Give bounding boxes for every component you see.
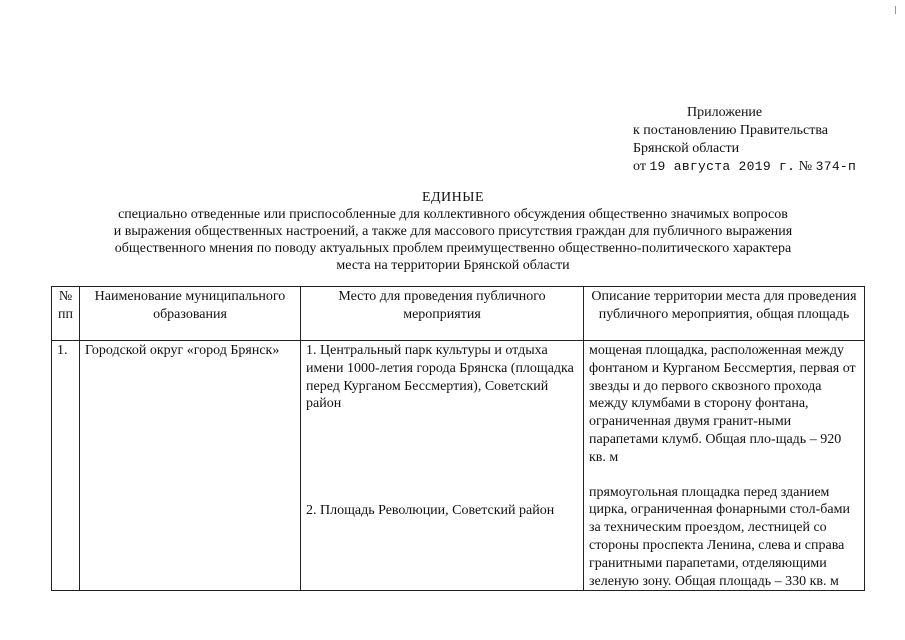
table-header-row [52,287,865,341]
decree-number: 374-п [815,159,857,174]
header-number-sign: № [58,289,73,304]
place-1: 1. Центральный парк культуры и отдыха имени 1000-летия города Брянска (площадка перед Курганом Бессмертия), Советский район [306,343,574,412]
description-2: прямоугольная площадка перед зданием цирка, ограниченная фонарными стол-бами за техническим проездом, лестницей со стороны проспекта Ленина, слева и справа гранитными парапетами, отделяющими зеленую зону. Общая площадь – 330 кв. м [589,484,850,589]
row-number: 1. [52,341,80,591]
appendix-block [633,104,856,176]
places-table [51,286,865,591]
row-places [301,341,584,591]
date-prefix: от [633,159,646,174]
description-1: мощеная площадка, расположенная между фонтаном и Курганом Бессмертия, первая от звезды и до первого сквозного прохода между клумбами в сторону фонтана, ограниченная двумя гранит-ными парапетами клумб. Общая пло-щадь – 920 кв. м [589,343,856,465]
heading-line-3: общественного мнения по поводу актуальных проблем преимущественно общественно-политического характера [114,241,792,256]
heading-line-4: места на территории Брянской области [336,258,570,273]
place-2: 2. Площадь Революции, Советский район [306,503,555,519]
header-description: Описание территории места для проведения публичного мероприятия, общая площадь [584,287,865,341]
appendix-date-line [633,158,856,176]
decree-date: 19 августа 2019 г. [649,159,796,174]
header-municipality: Наименование муниципального образования [80,287,301,341]
table-row [52,341,865,591]
appendix-region-line: Брянской области [633,141,740,156]
appendix-decree-line: к постановлению Правительства [633,123,829,138]
scan-mark [895,6,896,14]
heading-line-1: специально отведенные или приспособленные для коллективного обсуждения общественно значимых вопросов [118,207,788,222]
document-title: ЕДИНЫЕ [421,190,485,205]
header-number-abbr: пп [58,306,73,322]
header-place: Место для проведения публичного мероприятия [301,287,584,341]
row-descriptions [584,341,865,591]
header-number [52,287,80,341]
row-municipality: Городской округ «город Брянск» [80,341,301,591]
number-sign: № [798,159,813,174]
heading-line-2: и выражения общественных настроений, а также для массового присутствия граждан для публичного выражения [113,224,793,239]
document-heading [58,189,848,274]
appendix-title: Приложение [687,105,763,120]
